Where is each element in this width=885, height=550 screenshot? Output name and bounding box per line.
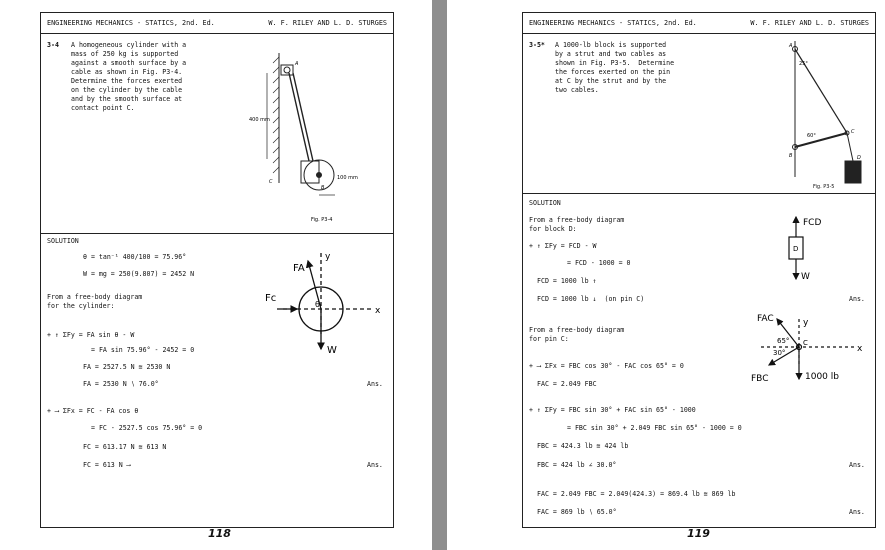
fbd-w-label: W	[801, 272, 810, 282]
fbd-c-intro: From a free-body diagram for pin C:	[529, 326, 625, 343]
figure-p3-4	[249, 43, 379, 223]
figure-caption: Fig. P3-5	[813, 184, 835, 190]
fa-result: FA = 2527.5 N ≅ 2530 N	[83, 363, 171, 371]
fc-vector: FC = 613 N ⟶	[83, 461, 131, 469]
fbd-y-label: y	[325, 252, 331, 262]
pin-sum-fy: + ↑ ΣFy = FBC sin 30° + FAC sin 65° - 1000	[529, 406, 696, 414]
answer-marker-fa: Ans.	[367, 380, 383, 388]
fbd-fbc-label: FBC	[751, 374, 769, 384]
pin-a	[284, 67, 290, 73]
right-page-frame	[522, 12, 876, 528]
point-a-label: A	[295, 61, 299, 67]
answer-marker-fcd: Ans.	[849, 295, 865, 303]
point-b-label: B	[789, 153, 793, 159]
angle-30-label: 30°	[773, 349, 786, 357]
right-page-header	[523, 13, 875, 34]
page-gutter	[432, 0, 447, 550]
left-page-header	[41, 13, 393, 34]
header-book-title: ENGINEERING MECHANICS - STATICS, 2nd. Ed.	[529, 19, 697, 27]
right-page	[447, 0, 885, 550]
figure-p3-5	[787, 37, 873, 187]
point-c-label: C	[851, 129, 855, 135]
fbd-fa-label: FA	[293, 263, 305, 274]
point-d-label: D	[857, 155, 861, 161]
angle-65-label: 65°	[777, 337, 790, 345]
sum-fx-equation: + ⟶ ΣFx = FC - FA cos θ	[47, 407, 139, 415]
free-body-diagram-pin-c	[743, 307, 868, 397]
fbd-y-label: y	[803, 318, 809, 328]
problem-number: 3-5*	[529, 41, 545, 49]
fbd-w-label: W	[327, 345, 337, 356]
pin-c-label: C	[803, 339, 808, 347]
strut-bc	[795, 133, 847, 147]
fbd-fc-label: Fc	[265, 293, 277, 304]
fac-relation: FAC = 2.049 FBC	[537, 380, 597, 388]
figure-caption: Fig. P3-4	[311, 217, 333, 223]
free-body-diagram-cylinder	[263, 239, 393, 359]
fbd-x-label: x	[857, 344, 863, 354]
load-label: 1000 lb	[805, 372, 839, 382]
solution-divider	[41, 233, 393, 234]
sum-fy-equation: + ↑ ΣFy = FA sin θ - W	[47, 331, 135, 339]
header-authors: W. F. RILEY AND L. D. STURGES	[268, 19, 387, 27]
fbd-intro: From a free-body diagram for the cylinder:	[47, 293, 143, 310]
cable-cd	[847, 133, 853, 161]
angle-60-label: 60°	[807, 133, 816, 139]
block-sum-fy: + ↑ ΣFy = FCD - W	[529, 242, 597, 250]
sum-fy-substituted: = FA sin 75.96° - 2452 = 0	[91, 346, 195, 354]
fbd-d-intro: From a free-body diagram for block D:	[529, 216, 625, 233]
wall-hatching	[273, 57, 279, 173]
angle-25-label: 25°	[799, 61, 808, 67]
point-c-label: C	[269, 179, 273, 185]
left-page-frame	[40, 12, 394, 528]
weight-equation: W = mg = 250(9.807) = 2452 N	[83, 270, 195, 278]
cable-2	[293, 73, 313, 161]
point-a-label: A	[789, 43, 793, 49]
fa-vector: FA = 2530 N ∖ 76.0°	[83, 380, 159, 388]
cable	[289, 73, 309, 161]
answer-marker-fbc: Ans.	[849, 461, 865, 469]
dim-400-label: 400 mm	[249, 117, 270, 123]
problem-statement: A homogeneous cylinder with a mass of 250 kg is supported against a smooth surface by a cable as shown in Fig. P3-4. Determine the forces exerted on the cylinder by the cable and by the smooth surface at contact point C.	[71, 41, 187, 112]
dim-100-label: 100 mm	[337, 175, 358, 181]
fc-result: FC = 613.17 N ≅ 613 N	[83, 443, 167, 451]
pin-sum-fx: + ⟶ ΣFx = FBC cos 30° - FAC cos 65° = 0	[529, 362, 684, 370]
fcd-result: FCD = 1000 lb ↑	[537, 277, 597, 285]
problem-statement: A 1000-lb block is supported by a strut and two cables as shown in Fig. P3-5. Determine the forces exerted on the pin at C by the strut and by the two cables.	[555, 41, 675, 94]
sum-fx-substituted: = FC - 2527.5 cos 75.96° = 0	[91, 424, 203, 432]
fbd-fac-label: FAC	[757, 314, 774, 324]
theta-equation: θ = tan⁻¹ 400/100 = 75.96°	[83, 253, 187, 261]
answer-marker-fc: Ans.	[367, 461, 383, 469]
fbc-result: FBC = 424.3 lb ≅ 424 lb	[537, 442, 629, 450]
fbd-d-label: D	[793, 245, 799, 253]
solution-divider	[523, 193, 875, 194]
page-number: 119	[687, 527, 710, 540]
block-sum-fy-substituted: = FCD - 1000 = 0	[567, 259, 631, 267]
solution-heading: SOLUTION	[47, 237, 79, 245]
yoke	[301, 161, 319, 183]
fac-vector: FAC = 869 lb ∖ 65.0°	[537, 508, 617, 516]
fcd-vector: FCD = 1000 lb ↓ (on pin C)	[537, 295, 645, 303]
fac-result: FAC = 2.049 FBC = 2.049(424.3) = 869.4 lb ≅ 869 lb	[537, 490, 736, 498]
free-body-diagram-block-d	[773, 207, 833, 287]
fbc-vector: FBC = 424 lb ∠ 30.0°	[537, 461, 617, 469]
block-d	[845, 161, 861, 183]
solution-heading: SOLUTION	[529, 199, 561, 207]
page-number: 118	[208, 527, 231, 540]
header-book-title: ENGINEERING MECHANICS - STATICS, 2nd. Ed.	[47, 19, 215, 27]
point-b-label: B	[321, 185, 325, 191]
header-authors: W. F. RILEY AND L. D. STURGES	[750, 19, 869, 27]
left-page	[0, 0, 432, 550]
problem-number: 3-4	[47, 41, 59, 49]
fbd-x-label: x	[375, 306, 381, 316]
fbd-fcd-label: FCD	[803, 218, 822, 228]
answer-marker-fac: Ans.	[849, 508, 865, 516]
pin-sum-fy-substituted: = FBC sin 30° + 2.049 FBC sin 65° - 1000 = 0	[567, 424, 742, 432]
fbd-theta-label: θ	[315, 300, 320, 309]
